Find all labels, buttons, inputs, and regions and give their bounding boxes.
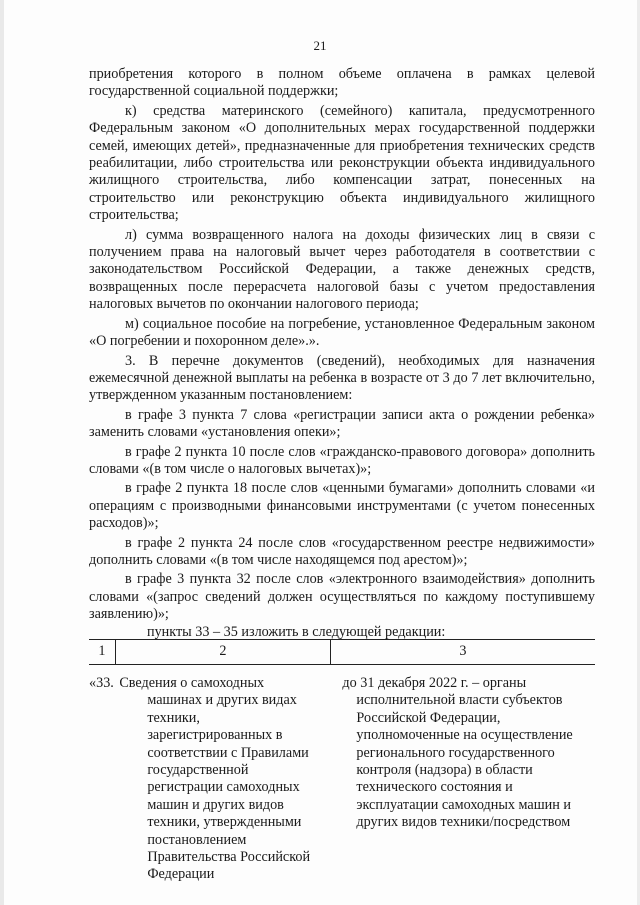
paragraph-item-l: л) сумма возвращенного налога на доходы физических лиц в связи с получением права на налоговый вычет через работодателя в соответствии с законодательством Российской Федерации, а также денежных средств, возвращенных после перерасчета налоговой базы с учетом предоставления налоговых вычетов по окончании налогового периода; — [89, 226, 595, 313]
paragraph-section-3: 3. В перечне документов (сведений), необходимых для назначения ежемесячной денежной выплаты на ребенка в возрасте от 3 до 7 лет включительно, утвержденном указанным постановлением: — [89, 352, 595, 404]
row-description-first-line: Сведения о самоходных — [119, 675, 265, 691]
row-authority-rest: исполнительной власти субъектов Российской Федерации, уполномоченные на осуществление регионального государственного контроля (надзора) в области технического состояния и эксплуатации самоходных машин и других видов техники/посредством — [356, 692, 573, 831]
row-description-rest: машинах и других видах техники, зарегистрированных в соответствии с Правилами государственной регистрации самоходных машин и других видов техники, утвержденными постановлением Правительства Российской Федерации — [147, 692, 311, 883]
paragraph-amendment-10: в графе 2 пункта 10 после слов «гражданско-правового договора» дополнить словами «(в том числе о налоговых вычетах)»; — [89, 443, 595, 477]
row-number: «33. — [89, 675, 114, 691]
documents-table — [89, 639, 595, 884]
table-row — [89, 665, 595, 884]
scan-edge-left — [0, 0, 4, 905]
document-body — [89, 66, 595, 641]
page-number: 21 — [313, 38, 327, 53]
paragraph-item-k: к) средства материнского (семейного) капитала, предусмотренного Федеральным законом «О дополнительных мерах государственной поддержки семей, имеющих детей», предназначенные для приобретения технических средств реабилитации, либо строительства или реконструкции объекта индивидуального жилищного строительства, либо компенсации затрат, понесенных на строительство или реконструкцию объекта индивидуального жилищного строительства; — [89, 102, 595, 224]
table-header-col-2: 2 — [115, 640, 330, 665]
row-description — [115, 665, 330, 884]
table-header-col-1: 1 — [89, 640, 115, 665]
paragraph-amendment-24: в графе 2 пункта 24 после слов «государственном реестре недвижимости» дополнить словами «(в том числе находящемся под арестом)»; — [89, 534, 595, 568]
paragraph-amendment-32: в графе 3 пункта 32 после слов «электронного взаимодействия» дополнить словами «(запрос сведений должен осуществляться по каждому поступившему заявлению)»; — [89, 571, 595, 623]
paragraph-continuation: приобретения которого в полном объеме оплачена в рамках целевой государственной социальной поддержки; — [89, 66, 595, 100]
paragraph-lead-in: пункты 33 – 35 изложить в следующей редакции: — [147, 623, 446, 640]
row-authority-first-line: до 31 декабря 2022 г. – органы — [342, 675, 527, 691]
paragraph-amendment-7: в графе 3 пункта 7 слова «регистрации записи акта о рождении ребенка» заменить словами «установления опеки»; — [89, 406, 595, 441]
table-header-row — [89, 640, 595, 665]
table-header-col-3: 3 — [330, 640, 595, 665]
row-authority — [330, 665, 595, 884]
paragraph-item-m: м) социальное пособие на погребение, установленное Федеральным законом «О погребении и похоронном деле».». — [89, 315, 595, 350]
paragraph-amendment-18: в графе 2 пункта 18 после слов «ценными бумагами» дополнить словами «и операциям с производными финансовыми инструментами (с учетом понесенных расходов)»; — [89, 480, 595, 532]
